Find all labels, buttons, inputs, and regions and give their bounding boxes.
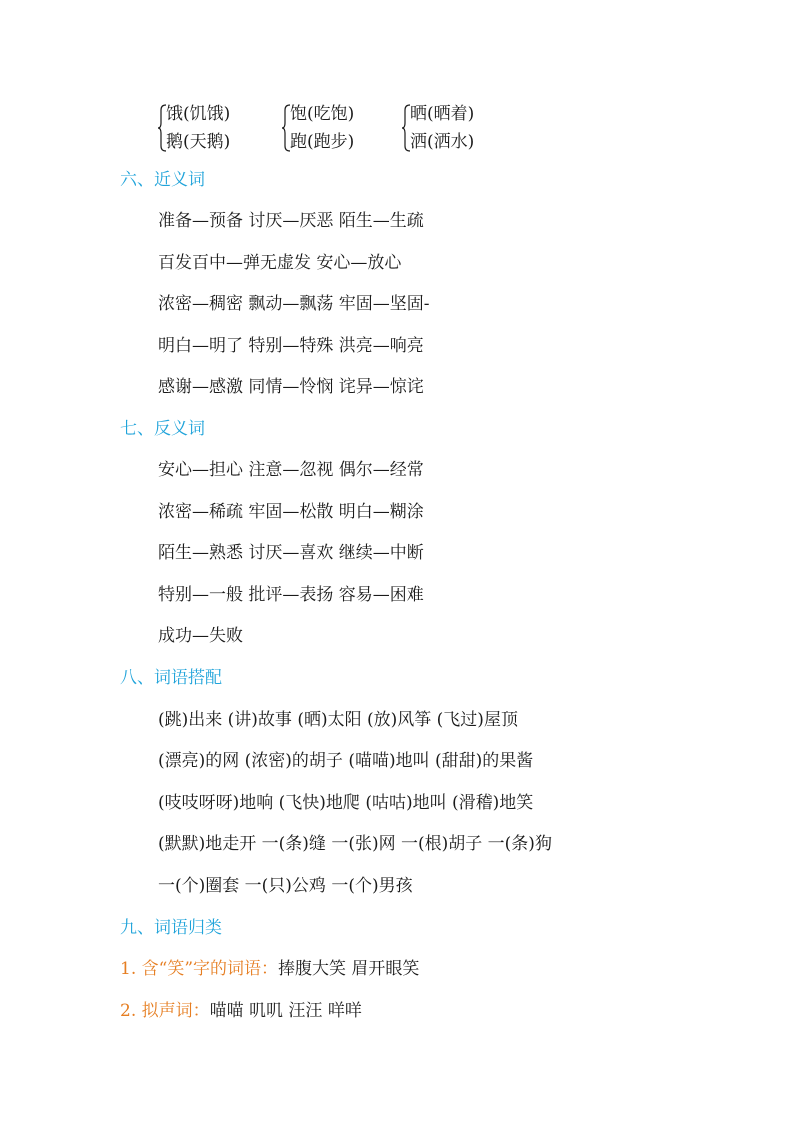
synonym-line: 准备—预备 讨厌—厌恶 陌生—生疏: [158, 211, 424, 231]
section-heading-antonyms: 七、反义词: [120, 419, 205, 439]
classification-label: 1. 含“笑”字的词语：: [120, 959, 279, 979]
synonym-line: 明白—明了 特别—特殊 洪亮—响亮: [158, 336, 424, 356]
character-pairs: [158, 100, 638, 156]
pair-word-top: 饱(吃饱): [290, 104, 355, 124]
antonym-line: 陌生—熟悉 讨厌—喜欢 继续—中断: [158, 543, 424, 563]
synonym-line: 感谢—感激 同情—怜悯 诧异—惊诧: [158, 377, 424, 397]
classification-words: 喵喵 叽叽 汪汪 咩咩: [209, 1001, 362, 1021]
antonym-line: 特别—一般 批评—表扬 容易—困难: [158, 585, 424, 605]
antonym-line: 成功—失败: [158, 626, 243, 646]
classification-item: [120, 999, 362, 1023]
collocation-line: (默默)地走开 一(条)缝 一(张)网 一(根)胡子 一(条)狗: [158, 834, 552, 854]
section-heading-classification: 九、词语归类: [120, 918, 222, 938]
collocation-line: (漂亮)的网 (浓密)的胡子 (喵喵)地叫 (甜甜)的果酱: [158, 751, 534, 771]
collocation-line: (跳)出来 (讲)故事 (晒)太阳 (放)风筝 (飞过)屋顶: [158, 710, 518, 730]
antonym-line: 浓密—稀疏 牢固—松散 明白—糊涂: [158, 502, 424, 522]
collocation-line: (吱吱呀呀)地响 (飞快)地爬 (咕咕)地叫 (滑稽)地笑: [158, 793, 534, 813]
antonym-line: 安心—担心 注意—忽视 偶尔—经常: [158, 460, 424, 480]
synonym-line: 百发百中—弹无虚发 安心—放心: [158, 253, 402, 273]
pair-word-bottom: 鹅(天鹅): [166, 132, 231, 152]
synonym-line: 浓密—稠密 飘动—飘荡 牢固—坚固-: [158, 294, 430, 314]
pair-word-top: 晒(晒着): [410, 104, 475, 124]
section-heading-collocation: 八、词语搭配: [120, 668, 222, 688]
classification-item: [120, 957, 419, 981]
classification-label: 2. 拟声词：: [120, 1001, 210, 1021]
pair-word-bottom: 洒(洒水): [410, 132, 475, 152]
pair-word-top: 饿(饥饿): [166, 104, 231, 124]
section-heading-synonyms: 六、近义词: [120, 170, 205, 190]
classification-words: 捧腹大笑 眉开眼笑: [278, 959, 420, 979]
pair-word-bottom: 跑(跑步): [290, 132, 355, 152]
collocation-line: 一(个)圈套 一(只)公鸡 一(个)男孩: [158, 876, 413, 896]
